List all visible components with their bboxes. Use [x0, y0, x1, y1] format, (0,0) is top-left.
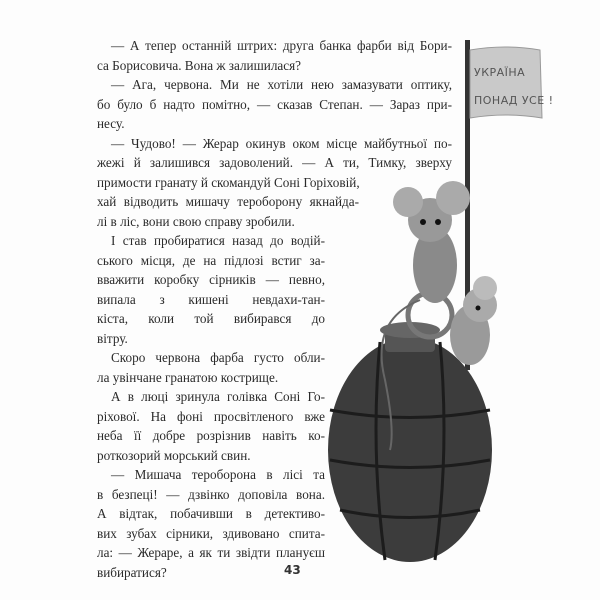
flag-text-line1: УКРАЇНА [474, 66, 526, 79]
text-line: вітру. [97, 330, 128, 346]
text-line: примости гранату й скомандуй Соні Горіховій, [97, 174, 360, 190]
text-line: кіста, коли той вибирався до [97, 311, 325, 326]
text-line: вих зубах сірники, здивовано спита- [97, 525, 325, 541]
text-line: жежі й залишився задоволений. — А ти, Тимку, зверху [97, 155, 452, 170]
text-line: несу. [97, 116, 125, 131]
text-line: ла увінчане гранатою кострище. [97, 369, 279, 385]
text-line: І став пробиратися назад до водій- [111, 233, 325, 248]
text-line: ла: — Жераре, а як ти звідти плануєш [97, 545, 325, 560]
text-line: хай відводить мишачу тероборону якнайда- [97, 194, 359, 209]
text-line: — Ага, червона. Ми не хотіли нею замазувати оптику, [111, 77, 452, 92]
text-line: лі в ліс, вони свою справу зробили. [97, 213, 295, 229]
text-line: ського місця, де на підлозі встиг за- [97, 252, 325, 268]
flag [470, 47, 542, 118]
text-line: роткозорий морський свин. [97, 447, 251, 463]
text-line: в безпеці! — дзвінко доповіла вона. [97, 486, 325, 502]
text-line: неба її добре розрізнив навіть ко- [97, 428, 325, 443]
mouse-illustration [450, 276, 497, 365]
text-line: вважити коробку сірників — певно, [97, 272, 325, 287]
text-line: А в люці зринула голівка Соні Го- [111, 389, 325, 404]
text-line: випала з кишені невдахи-тан- [97, 291, 325, 307]
text-line: са Борисовича. Вона ж залишилася? [97, 57, 302, 73]
text-line: бо було б надто помітно, — сказав Степан. — Зараз при- [97, 96, 452, 112]
text-line: — Мишача тероборона в лісі та [111, 467, 325, 482]
text-line: вибиратися? [97, 564, 167, 580]
text-line: А відтак, побачивши в детективо- [97, 506, 325, 521]
flag-text-line2: ПОНАД УСЕ ! [474, 94, 554, 107]
text-line: Скоро червона фарба густо обли- [111, 350, 325, 365]
text-line: ріхової. На фоні просвітленого вже [97, 408, 325, 424]
text-line: — А тепер останній штрих: друга банка фарби від Бори- [111, 38, 452, 53]
text-line: — Чудово! — Жерар окинув оком місце майбутньої по- [111, 135, 452, 151]
page-number: 43 [284, 563, 301, 577]
